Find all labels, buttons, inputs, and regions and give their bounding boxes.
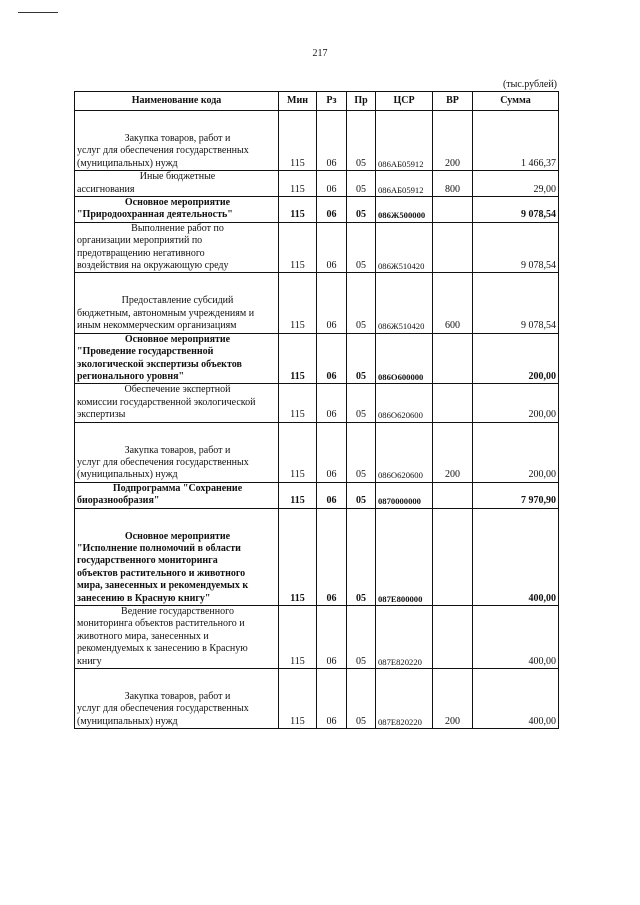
header-vr: ВР [433, 92, 473, 111]
cell-rz: 06 [317, 197, 347, 223]
row-name-line: комиссии государственной экологической [77, 396, 256, 408]
row-name [75, 333, 279, 384]
cell-pr: 05 [347, 333, 376, 384]
header-csr: ЦСР [376, 92, 433, 111]
row-name-line: (муниципальных) нужд [77, 157, 178, 169]
cell-csr: 086О620600 [376, 384, 433, 422]
cell-sum: 29,00 [473, 171, 559, 197]
cell-sum: 9 078,54 [473, 273, 559, 333]
cell-csr: 087Е820220 [376, 606, 433, 669]
cell-vr: 800 [433, 171, 473, 197]
cell-pr: 05 [347, 111, 376, 171]
cell-rz: 06 [317, 222, 347, 273]
row-name [75, 171, 279, 197]
table-row [75, 222, 559, 273]
cell-pr: 05 [347, 222, 376, 273]
cell-sum: 7 970,90 [473, 482, 559, 508]
row-name-line: экспертизы [77, 409, 126, 421]
row-name [75, 422, 279, 482]
header-rz: Рз [317, 92, 347, 111]
cell-sum: 400,00 [473, 606, 559, 669]
row-name-line: объектов растительного и животного [77, 567, 246, 579]
row-name-line: (муниципальных) нужд [77, 469, 178, 481]
table-body [75, 111, 559, 729]
row-name-line: ассигнования [77, 183, 135, 195]
row-name-line: воздействия на окружающую среду [77, 260, 229, 272]
cell-rz: 06 [317, 508, 347, 605]
row-name-line: (муниципальных) нужд [77, 715, 178, 727]
row-name-line: бюджетным, автономным учреждениям и [77, 307, 255, 319]
cell-rz: 06 [317, 669, 347, 729]
cell-vr [433, 508, 473, 605]
cell-min: 115 [279, 422, 317, 482]
cell-rz: 06 [317, 171, 347, 197]
cell-sum: 400,00 [473, 669, 559, 729]
row-name-line: книгу [77, 655, 102, 667]
cell-pr: 05 [347, 197, 376, 223]
row-name-line: Основное мероприятие [124, 197, 231, 209]
table-row [75, 197, 559, 223]
cell-vr [433, 333, 473, 384]
cell-csr: 086О600000 [376, 333, 433, 384]
unit-note: (тыс.рублей) [502, 79, 557, 90]
header-sum: Сумма [473, 92, 559, 111]
row-name-line: услуг для обеспечения государственных [77, 145, 249, 157]
row-name-line: иным некоммерческим организациям [77, 320, 237, 332]
row-name-line: Обеспечение экспертной [124, 384, 231, 396]
row-name-line: биоразнообразия" [77, 495, 160, 507]
table-row [75, 384, 559, 422]
row-name-line: организации мероприятий по [77, 235, 203, 247]
row-name-line: Подпрограмма "Сохранение [112, 482, 243, 494]
cell-sum: 200,00 [473, 422, 559, 482]
cell-pr: 05 [347, 384, 376, 422]
cell-pr: 05 [347, 482, 376, 508]
cell-rz: 06 [317, 606, 347, 669]
cell-min: 115 [279, 606, 317, 669]
row-name-line: Ведение государственного [121, 606, 234, 617]
cell-sum: 200,00 [473, 384, 559, 422]
cell-vr: 600 [433, 273, 473, 333]
cell-min: 115 [279, 197, 317, 223]
cell-vr [433, 384, 473, 422]
cell-rz: 06 [317, 482, 347, 508]
scan-corner-mark [18, 12, 58, 21]
cell-sum: 1 466,37 [473, 111, 559, 171]
cell-rz: 06 [317, 422, 347, 482]
row-name-line: "Природоохранная деятельность" [77, 209, 233, 221]
table-row [75, 669, 559, 729]
row-name-line: Выполнение работ по [131, 222, 224, 234]
row-name-line: Предоставление субсидий [121, 295, 234, 307]
header-pr: Пр [347, 92, 376, 111]
cell-rz: 06 [317, 273, 347, 333]
cell-min: 115 [279, 482, 317, 508]
cell-csr: 086Ж510420 [376, 222, 433, 273]
cell-csr: 086АБ05912 [376, 171, 433, 197]
cell-rz: 06 [317, 384, 347, 422]
cell-csr: 086Ж500000 [376, 197, 433, 223]
row-name-line: занесению в Красную книгу" [77, 592, 211, 604]
table-row [75, 508, 559, 605]
cell-csr: 087Е800000 [376, 508, 433, 605]
row-name-line: Закупка товаров, работ и [124, 133, 231, 144]
row-name-line: "Проведение государственной [77, 346, 214, 358]
page-number: 217 [312, 48, 328, 59]
cell-min: 115 [279, 384, 317, 422]
cell-sum: 400,00 [473, 508, 559, 605]
row-name-line: "Исполнение полномочий в области [77, 542, 241, 554]
cell-pr: 05 [347, 606, 376, 669]
cell-min: 115 [279, 333, 317, 384]
cell-vr: 200 [433, 111, 473, 171]
table-row [75, 273, 559, 333]
cell-pr: 05 [347, 273, 376, 333]
row-name [75, 111, 279, 171]
cell-rz: 06 [317, 111, 347, 171]
row-name-line: регионального уровня" [77, 370, 185, 382]
row-name-line: экологической экспертизы объектов [77, 358, 242, 370]
cell-min: 115 [279, 273, 317, 333]
cell-pr: 05 [347, 422, 376, 482]
cell-csr: 087Е820220 [376, 669, 433, 729]
table-row [75, 422, 559, 482]
cell-pr: 05 [347, 171, 376, 197]
row-name-line: государственного мониторинга [77, 555, 218, 567]
cell-csr: 086О620600 [376, 422, 433, 482]
cell-csr: 086Ж510420 [376, 273, 433, 333]
cell-sum: 9 078,54 [473, 197, 559, 223]
row-name-line: услуг для обеспечения государственных [77, 703, 249, 715]
cell-min: 115 [279, 171, 317, 197]
cell-min: 115 [279, 508, 317, 605]
cell-sum: 9 078,54 [473, 222, 559, 273]
cell-vr: 200 [433, 422, 473, 482]
cell-rz: 06 [317, 333, 347, 384]
cell-min: 115 [279, 222, 317, 273]
row-name [75, 482, 279, 508]
table-row [75, 171, 559, 197]
row-name-line: мониторинга объектов растительного и [77, 618, 245, 630]
table-row [75, 333, 559, 384]
row-name-line: предотвращению негативного [77, 247, 205, 259]
row-name-line: услуг для обеспечения государственных [77, 456, 249, 468]
row-name [75, 669, 279, 729]
cell-vr: 200 [433, 669, 473, 729]
row-name [75, 222, 279, 273]
row-name [75, 606, 279, 669]
table-row [75, 606, 559, 669]
row-name-line: Закупка товаров, работ и [124, 691, 231, 703]
cell-sum: 200,00 [473, 333, 559, 384]
cell-min: 115 [279, 669, 317, 729]
cell-vr [433, 197, 473, 223]
budget-table [74, 91, 559, 729]
row-name-line: Основное мероприятие [124, 530, 231, 542]
row-name-line: животного мира, занесенных и [77, 630, 209, 642]
table-row [75, 482, 559, 508]
cell-csr: 086АБ05912 [376, 111, 433, 171]
cell-vr [433, 482, 473, 508]
row-name-line: мира, занесенных и рекомендуемых к [77, 580, 249, 592]
cell-pr: 05 [347, 669, 376, 729]
row-name [75, 508, 279, 605]
table-row [75, 111, 559, 171]
header-min: Мин [279, 92, 317, 111]
cell-min: 115 [279, 111, 317, 171]
row-name [75, 273, 279, 333]
row-name [75, 384, 279, 422]
row-name-line: Закупка товаров, работ и [124, 444, 231, 456]
cell-vr [433, 606, 473, 669]
row-name-line: рекомендуемых к занесению в Красную [77, 643, 248, 655]
cell-pr: 05 [347, 508, 376, 605]
header-name: Наименование кода [75, 92, 279, 111]
row-name [75, 197, 279, 223]
row-name-line: Иные бюджетные [139, 171, 216, 183]
cell-csr: 0870000000 [376, 482, 433, 508]
row-name-line: Основное мероприятие [124, 333, 231, 345]
cell-vr [433, 222, 473, 273]
table-header-row [75, 92, 559, 111]
